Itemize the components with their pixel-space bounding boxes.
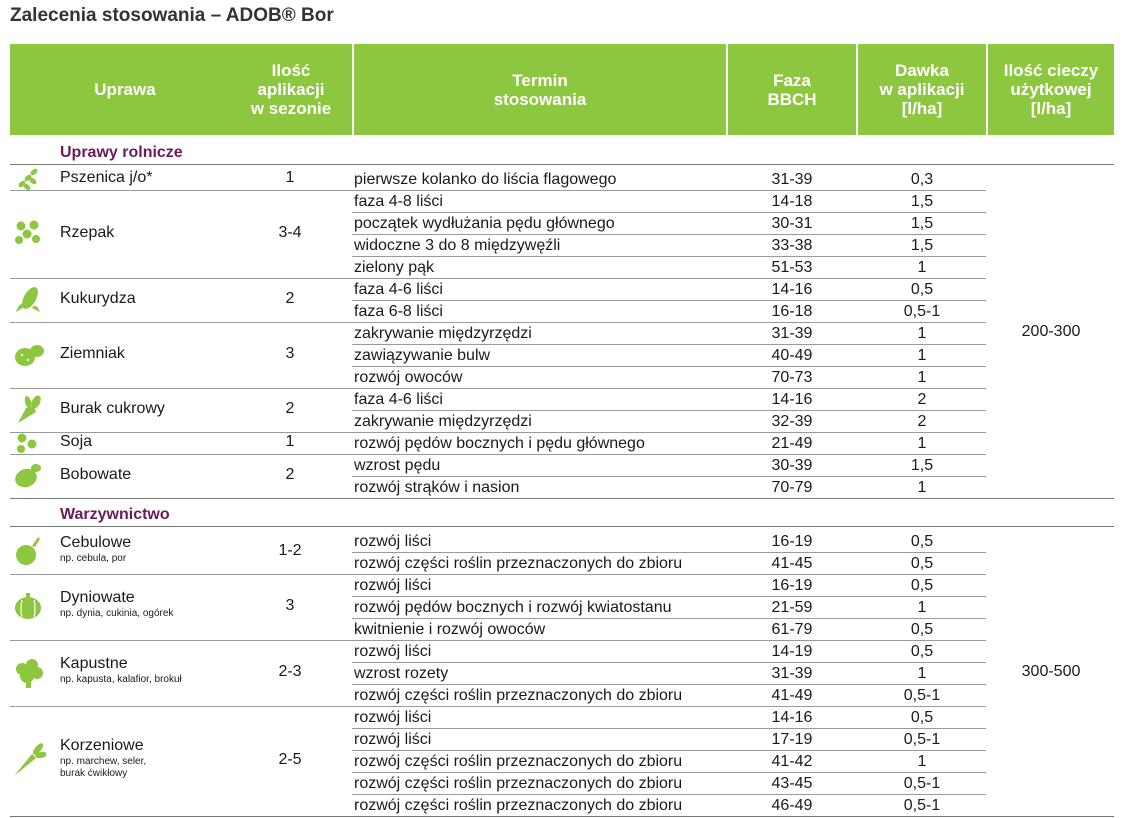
dose-cell: 1,5 [910,215,934,232]
term-cell: rozwój pędów bocznych i pędu głównego [354,435,645,452]
dose-cell: 2 [917,413,927,430]
crop-name: Soja [60,433,93,450]
term-cell: faza 6-8 liści [354,303,443,320]
term-cell: rozwój liści [354,577,432,594]
dose-cell: 0,5 [910,555,934,572]
dose-cell: 0,5 [910,643,934,660]
bbch-cell: 43-45 [771,775,813,792]
bbch-cell: 30-39 [771,457,813,474]
crop-name: Pszenica j/o* [60,169,153,186]
dose-cell: 1 [917,259,927,276]
bbch-cell: 16-19 [771,533,813,550]
dose-cell: 0,5-1 [903,775,941,792]
applications-count: 3 [285,345,295,362]
term-cell: rozwój części roślin przeznaczonych do zbioru [354,797,683,814]
applications-count: 2-3 [278,663,302,680]
dose-cell: 1,5 [910,457,934,474]
dose-cell: 1 [917,753,927,770]
crop-examples: np. dynia, cukinia, ogórek [60,608,174,619]
crop-name: Kapustne [60,655,128,672]
term-cell: zawiązywanie bulw [354,347,491,364]
header-crop: Uprawa [10,44,248,135]
term-cell: pierwsze kolanko do liścia flagowego [354,171,617,188]
applications-count: 1 [285,169,295,186]
section-divider [10,526,1114,527]
bbch-cell: 16-18 [771,303,813,320]
term-cell: rozwój liści [354,533,432,550]
dose-cell: 0,5 [910,533,934,550]
header-applications: Ilość aplikacji w sezonie [230,44,352,135]
term-cell: rozwój części roślin przeznaczonych do zbioru [354,775,683,792]
dose-cell: 0,5 [910,621,934,638]
crop-name: Rzepak [60,224,115,241]
term-cell: rozwój pędów bocznych i rozwój kwiatostanu [354,599,672,616]
term-cell: rozwój liści [354,731,432,748]
applications-count: 2 [285,400,295,417]
term-cell: rozwój części roślin przeznaczonych do zbioru [354,555,683,572]
term-cell: faza 4-8 liści [354,193,443,210]
dose-cell: 0,5-1 [903,731,941,748]
term-cell: widoczne 3 do 8 międzywęźli [354,237,561,254]
bbch-cell: 70-79 [771,479,813,496]
term-cell: rozwój liści [354,709,432,726]
term-cell: wzrost rozety [354,665,449,682]
header-term: Termin stosowania [354,44,726,135]
term-cell: faza 4-6 liści [354,391,443,408]
term-cell: rozwój części roślin przeznaczonych do zbioru [354,687,683,704]
bbch-cell: 32-39 [771,413,813,430]
pumpkin-icon [12,591,46,621]
bbch-cell: 14-16 [771,281,813,298]
dose-cell: 1 [917,479,927,496]
carrot-icon [12,742,46,778]
dose-cell: 0,5 [910,281,934,298]
section-divider [10,164,1114,165]
bbch-cell: 46-49 [771,797,813,814]
bean-icon [12,460,46,490]
applications-count: 2 [285,466,295,483]
crop-name: Bobowate [60,466,132,483]
crop-examples: np. cebula, por [60,553,127,564]
bbch-cell: 14-18 [771,193,813,210]
section-bottom [10,498,1114,499]
bbch-cell: 33-38 [771,237,813,254]
dose-cell: 1,5 [910,237,934,254]
header-dose: Dawka w aplikacji [l/ha] [858,44,986,135]
dose-cell: 1 [917,599,927,616]
applications-count: 2-5 [278,751,302,768]
dose-cell: 0,5 [910,709,934,726]
beet-icon [12,394,46,424]
dose-cell: 0,5 [910,577,934,594]
crop-name: Korzeniowe [60,737,144,754]
dose-cell: 1 [917,325,927,342]
bbch-cell: 41-42 [771,753,813,770]
applications-count: 1 [285,433,295,450]
onion-icon [12,536,46,566]
term-cell: rozwój części roślin przeznaczonych do zbioru [354,753,683,770]
bbch-cell: 40-49 [771,347,813,364]
term-cell: zakrywanie międzyrzędzi [354,325,532,342]
term-cell: zielony pąk [354,259,435,276]
dose-cell: 2 [917,391,927,408]
section-field-crops: Uprawy rolnicze [60,144,183,161]
section-bottom [10,816,1114,817]
dose-cell: 1,5 [910,193,934,210]
term-cell: początek wydłużania pędu głównego [354,215,615,232]
dose-cell: 0,3 [910,171,934,188]
crop-name: Kukurydza [60,290,136,307]
term-cell: rozwój strąków i nasion [354,479,520,496]
bbch-cell: 70-73 [771,369,813,386]
applications-count: 1-2 [278,542,302,559]
cabbage-icon [12,657,46,687]
term-cell: rozwój liści [354,643,432,660]
bbch-cell: 41-45 [771,555,813,572]
bbch-cell: 41-49 [771,687,813,704]
term-cell: rozwój owoców [354,369,463,386]
crop-examples: np. marchew, seler, burak ćwikłowy [60,756,147,779]
bbch-cell: 21-59 [771,599,813,616]
applications-count: 3 [285,597,295,614]
crop-name: Ziemniak [60,345,125,362]
bbch-cell: 16-19 [771,577,813,594]
page-title: Zalecenia stosowania – ADOB® Bor [10,5,334,26]
corn-icon [12,284,46,314]
dose-cell: 0,5-1 [903,303,941,320]
applications-count: 2 [285,290,295,307]
term-cell: wzrost pędu [354,457,441,474]
bbch-cell: 51-53 [771,259,813,276]
dose-cell: 1 [917,347,927,364]
crop-name: Dyniowate [60,589,135,606]
crop-name: Cebulowe [60,534,132,551]
dose-cell: 0,5-1 [903,797,941,814]
crop-name: Burak cukrowy [60,400,165,417]
applications-count: 3-4 [278,224,302,241]
rapeseed-icon [12,218,46,248]
header-volume: Ilość cieczy użytkowej [l/ha] [988,44,1114,135]
dose-cell: 0,5-1 [903,687,941,704]
bbch-cell: 14-16 [771,391,813,408]
dose-cell: 1 [917,369,927,386]
term-cell: faza 4-6 liści [354,281,443,298]
potato-icon [12,339,46,369]
dose-cell: 1 [917,435,927,452]
term-cell: zakrywanie międzyrzędzi [354,413,532,430]
bbch-cell: 14-16 [771,709,813,726]
bbch-cell: 30-31 [771,215,813,232]
crop-examples: np. kapusta, kalafior, brokuł [60,674,182,685]
bbch-cell: 14-19 [771,643,813,660]
bbch-cell: 61-79 [771,621,813,638]
bbch-cell: 31-39 [771,325,813,342]
volume-cell: 300-500 [1021,663,1081,680]
term-cell: kwitnienie i rozwój owoców [354,621,546,638]
soy-icon [12,432,46,454]
bbch-cell: 31-39 [771,665,813,682]
section-vegetables: Warzywnictwo [60,506,170,523]
header-bbch: Faza BBCH [728,44,856,135]
bbch-cell: 17-19 [771,731,813,748]
dose-cell: 1 [917,665,927,682]
volume-cell: 200-300 [1021,323,1081,340]
bbch-cell: 31-39 [771,171,813,188]
bbch-cell: 21-49 [771,435,813,452]
